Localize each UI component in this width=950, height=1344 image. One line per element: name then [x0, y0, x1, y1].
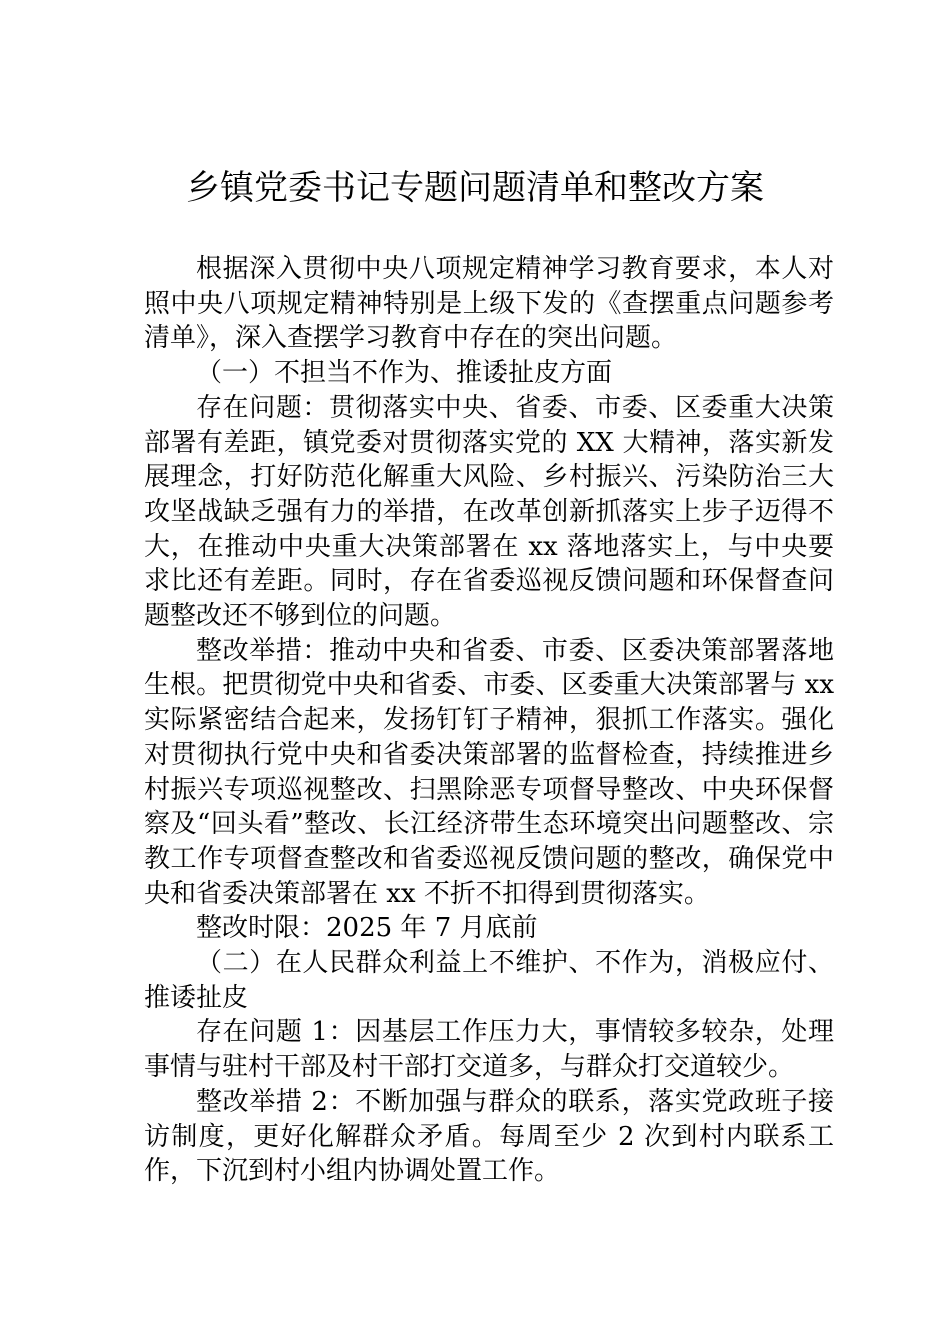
measure-paragraph-1: 整改举措：推动中央和省委、市委、区委决策部署落地生根。把贯彻党中央和省委、市委、区委重大决策部署与 xx 实际紧密结合起来，发扬钉钉子精神，狠抓工作落实。强化对贯彻执行党中央和省委决策部署的监督检查，持续推进乡村振兴专项巡视整改、扫黑除恶专项督导整改、中央环保督察及“回头看”整改、长江经济带生态环境突出问题整改、宗教工作专项督查整改和省委巡视反馈问题的整改，确保党中央和省委决策部署在 xx 不折不扣得到贯彻落实。: [144, 635, 834, 909]
deadline-paragraph: 整改时限：2025 年 7 月底前: [196, 913, 538, 944]
section-heading-1: （一）不担当不作为、推诿扯皮方面: [196, 358, 613, 389]
measure-paragraph-2: 整改举措 2：不断加强与群众的联系，落实党政班子接访制度，更好化解群众矛盾。每周至少 2 次到村内联系工作，下沉到村小组内协调处置工作。: [144, 1086, 834, 1187]
problem-paragraph-1: 存在问题：贯彻落实中央、省委、市委、区委重大决策部署有差距，镇党委对贯彻落实党的 XX 大精神，落实新发展理念，打好防范化解重大风险、乡村振兴、污染防治三大攻坚战缺乏强有力的举措，在改革创新抓落实上步子迈得不大，在推动中央重大决策部署在 xx 落地落实上，与中央要求比还有差距。同时，存在省委巡视反馈问题和环保督查问题整改还不够到位的问题。: [144, 392, 834, 632]
problem-paragraph-2: 存在问题 1：因基层工作压力大，事情较多较杂，处理事情与驻村干部及村干部打交道多，与群众打交道较少。: [144, 1017, 834, 1083]
section-heading-2: （二）在人民群众利益上不维护、不作为，消极应付、推诿扯皮: [144, 948, 834, 1013]
document-body: [144, 252, 834, 1189]
intro-paragraph: 根据深入贯彻中央八项规定精神学习教育要求，本人对照中央八项规定精神特别是上级下发的《查摆重点问题参考清单》，深入查摆学习教育中存在的突出问题。: [144, 254, 834, 354]
document-title: 乡镇党委书记专题问题清单和整改方案: [186, 168, 764, 208]
